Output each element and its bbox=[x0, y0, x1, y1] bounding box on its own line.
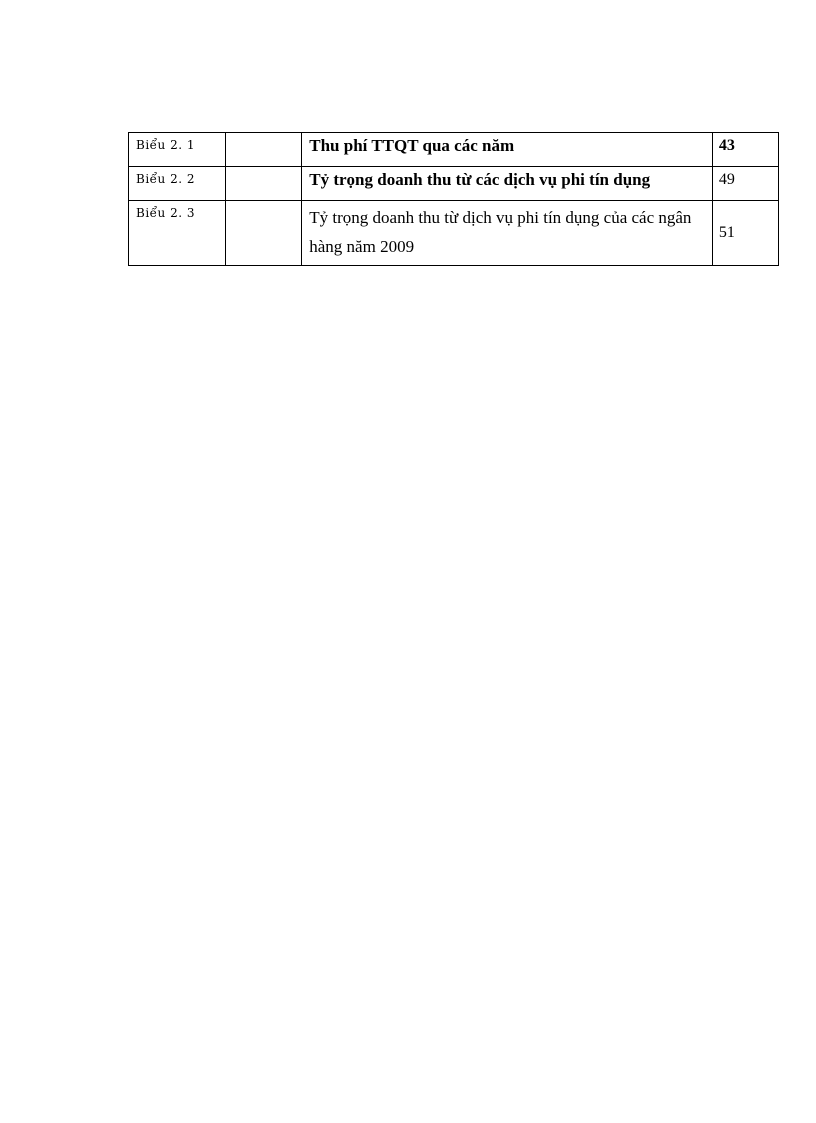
page-number-cell: 51 bbox=[712, 201, 778, 266]
table-row bbox=[129, 201, 779, 266]
chart-title-cell: Tỷ trọng doanh thu từ các dịch vụ phi tín dụng bbox=[302, 167, 713, 201]
list-of-charts-table bbox=[128, 132, 779, 266]
page-number-cell: 49 bbox=[712, 167, 778, 201]
chart-title-cell: Tỷ trọng doanh thu từ dịch vụ phi tín dụng của các ngân hàng năm 2009 bbox=[302, 201, 713, 266]
page-number-cell: 43 bbox=[712, 133, 778, 167]
blank-cell bbox=[226, 133, 302, 167]
table-row bbox=[129, 133, 779, 167]
blank-cell bbox=[226, 201, 302, 266]
table-row bbox=[129, 167, 779, 201]
chart-id-cell: Biểu 2. 3 bbox=[129, 201, 226, 266]
chart-title-cell: Thu phí TTQT qua các năm bbox=[302, 133, 713, 167]
chart-id-cell: Biểu 2. 1 bbox=[129, 133, 226, 167]
chart-id-cell: Biểu 2. 2 bbox=[129, 167, 226, 201]
blank-cell bbox=[226, 167, 302, 201]
